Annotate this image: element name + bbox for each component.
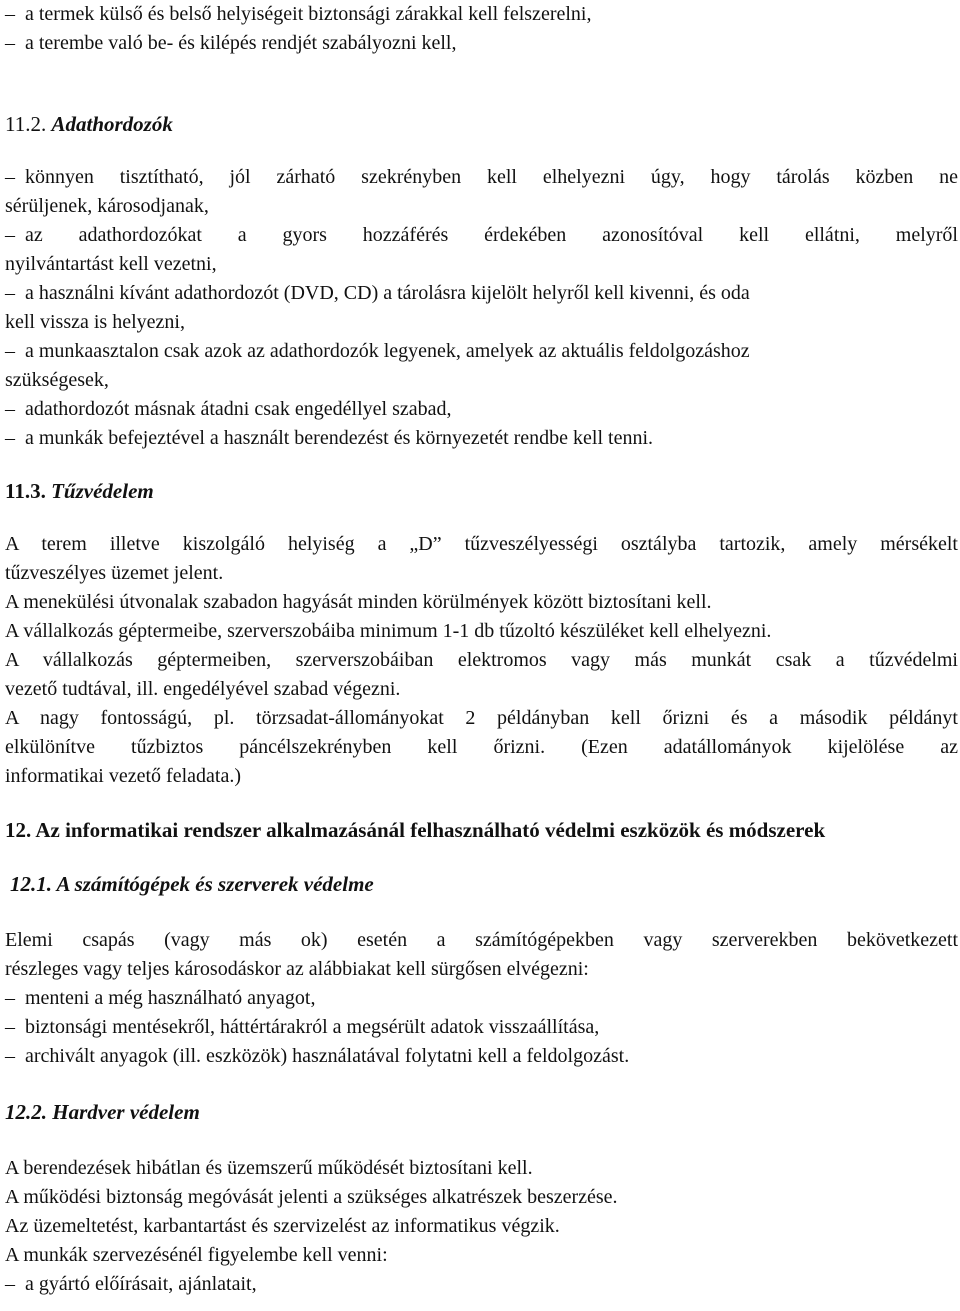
dash-bullet: – — [5, 166, 15, 188]
dash-bullet: – — [5, 1016, 15, 1038]
paragraphs-11-3 — [5, 530, 958, 791]
paragraph-line: Az üzemeltetést, karbantartást és szervizelést az informatikus végzik. — [5, 1215, 560, 1237]
section-heading-11-3: 11.3. Tűzvédelem — [5, 479, 154, 503]
list-item: – a termek külső és belső helyiségeit biztonsági zárakkal kell felszerelni, — [5, 0, 958, 29]
dash-bullet: – — [5, 987, 15, 1009]
paragraph-line: Elemi csapás (vagy más ok) esetén a számítógépekben vagy szerverekben bekövetkezett — [5, 929, 958, 951]
list-item: – a terembe való be- és kilépés rendjét szabályozni kell, — [5, 29, 958, 58]
list-item: – az adathordozókat a gyors hozzáférés érdekében azonosítóval kell ellátni, melyről — [5, 221, 958, 250]
list-item-continuation: nyilvántartást kell vezetni, — [5, 253, 217, 275]
dash-bullet: – — [5, 3, 15, 25]
dash-bullet: – — [5, 32, 15, 54]
paragraph-line: részleges vagy teljes károsodáskor az alábbiakat kell sürgősen elvégezni: — [5, 958, 589, 980]
paragraph-line: informatikai vezető feladata.) — [5, 765, 241, 787]
list-item: – adathordozót másnak átadni csak engedéllyel szabad, — [5, 395, 958, 424]
dash-bullet: – — [5, 427, 15, 449]
list-item: – könnyen tisztítható, jól zárható szekrényben kell elhelyezni úgy, hogy tárolás közben ne — [5, 163, 958, 192]
list-11-2 — [5, 163, 958, 453]
paragraph-line: A vállalkozás géptermeibe, szerverszobáiba minimum 1-1 db tűzoltó készüléket kell elhelyezni. — [5, 620, 772, 642]
list-item: – menteni a még használható anyagot, — [5, 984, 958, 1013]
list-item: – archivált anyagok (ill. eszközök) használatával folytatni kell a feldolgozást. — [5, 1042, 958, 1071]
list-item-continuation: kell vissza is helyezni, — [5, 311, 185, 333]
dash-bullet: – — [5, 282, 15, 304]
paragraph-line: tűzveszélyes üzemet jelent. — [5, 562, 224, 584]
list-12-1 — [5, 984, 958, 1071]
paragraph-line: A terem illetve kiszolgáló helyiség a „D” tűzveszélyességi osztályba tartozik, amely mérsékelt — [5, 533, 958, 555]
paragraph-line: A munkák szervezésénél figyelembe kell venni: — [5, 1244, 388, 1266]
section-heading-12-2: 12.2. Hardver védelem — [5, 1100, 200, 1124]
paragraph-line: A nagy fontosságú, pl. törzsadat-állományokat 2 példányban kell őrizni és a második példányt — [5, 707, 958, 729]
list-12-2 — [5, 1270, 958, 1299]
dash-bullet: – — [5, 224, 15, 246]
chapter-heading-12: 12. Az informatikai rendszer alkalmazásánál felhasználható védelmi eszközök és módszerek — [5, 818, 826, 842]
list-item: – biztonsági mentésekről, háttértárakról a megsérült adatok visszaállítása, — [5, 1013, 958, 1042]
list-item-continuation: szükségesek, — [5, 369, 109, 391]
dash-bullet: – — [5, 398, 15, 420]
paragraph-line: A vállalkozás géptermeiben, szerverszobáiban elektromos vagy más munkát csak a tűzvédelmi — [5, 649, 958, 671]
dash-bullet: – — [5, 1273, 15, 1295]
section-heading-11-2: 11.2. Adathordozók — [5, 112, 173, 136]
paragraph-line: A működési biztonság megóvását jelenti a szükséges alkatrészek beszerzése. — [5, 1186, 618, 1208]
paragraph-line: elkülönítve tűzbiztos páncélszekrényben kell őrizni. (Ezen adatállományok kijelölése az — [5, 736, 958, 758]
dash-bullet: – — [5, 1045, 15, 1067]
list-item: – a gyártó előírásait, ajánlatait, — [5, 1270, 958, 1299]
list-item: – a munkaasztalon csak azok az adathordozók legyenek, amelyek az aktuális feldolgozáshoz — [5, 337, 958, 366]
section-heading-12-1: 12.1. A számítógépek és szerverek védelme — [10, 872, 374, 896]
list-item: – a munkák befejeztével a használt berendezést és környezetét rendbe kell tenni. — [5, 424, 958, 453]
document-page — [5, 0, 958, 1299]
paragraph-line: vezető tudtával, ill. engedélyével szabad végezni. — [5, 678, 401, 700]
paragraph-line: A berendezések hibátlan és üzemszerű működését biztosítani kell. — [5, 1157, 533, 1179]
dash-bullet: – — [5, 340, 15, 362]
paragraph-line: A menekülési útvonalak szabadon hagyását minden körülmények között biztosítani kell. — [5, 591, 712, 613]
list-item: – a használni kívánt adathordozót (DVD, CD) a tárolásra kijelölt helyről kell kivenni, és oda — [5, 279, 958, 308]
list-top — [5, 0, 958, 58]
list-item-continuation: sérüljenek, károsodjanak, — [5, 195, 209, 217]
